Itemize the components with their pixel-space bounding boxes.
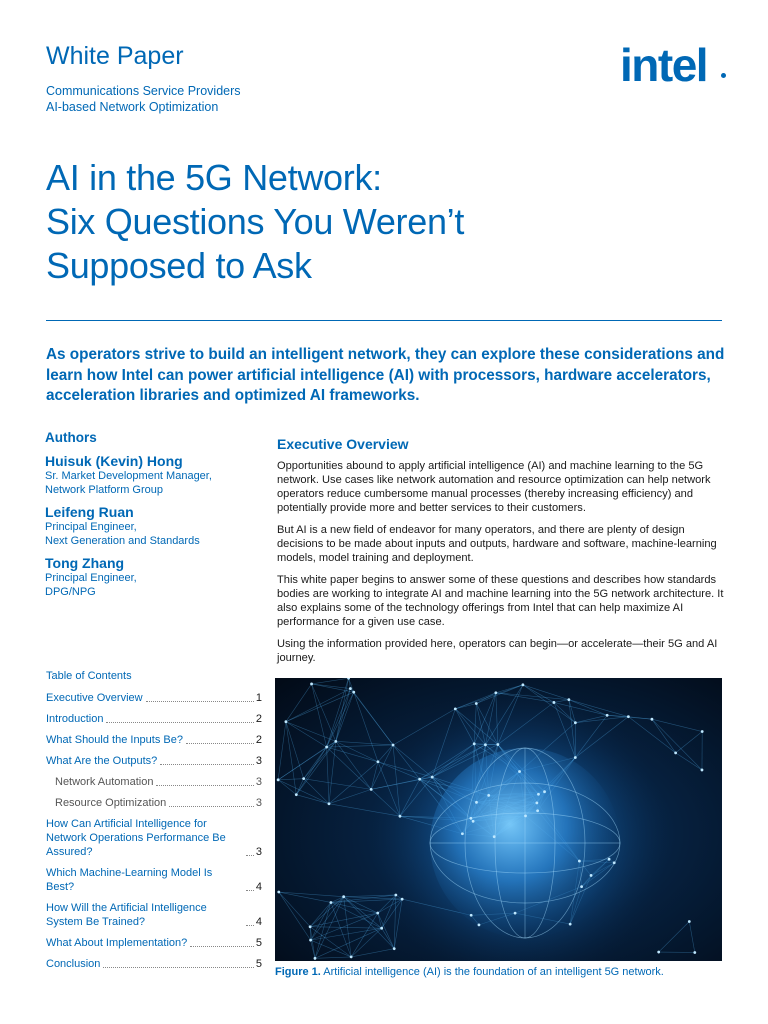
network-node bbox=[657, 951, 660, 954]
network-node bbox=[309, 939, 312, 942]
network-node bbox=[334, 740, 337, 743]
network-node bbox=[569, 923, 572, 926]
subcategory-tag: AI-based Network Optimization bbox=[46, 99, 219, 114]
network-link bbox=[329, 741, 336, 803]
network-node bbox=[537, 793, 540, 796]
network-node bbox=[580, 885, 583, 888]
network-node bbox=[325, 746, 328, 749]
toc-item-label: Which Machine-Learning Model Is Best? bbox=[46, 867, 213, 893]
author-role bbox=[45, 469, 260, 497]
author-role bbox=[45, 571, 260, 599]
network-link bbox=[278, 779, 304, 780]
network-node bbox=[350, 956, 353, 959]
network-link bbox=[304, 741, 336, 778]
figure-caption-text: Artificial intelligence (AI) is the foundation of an intelligent 5G network. bbox=[323, 966, 664, 978]
network-node bbox=[606, 714, 609, 717]
network-node bbox=[461, 832, 464, 835]
network-link bbox=[315, 902, 331, 958]
table-of-contents bbox=[46, 670, 262, 978]
author-name: Tong Zhang bbox=[45, 555, 125, 571]
network-node bbox=[472, 820, 475, 823]
network-node bbox=[470, 817, 473, 820]
network-node bbox=[674, 751, 677, 754]
toc-page-number: 5 bbox=[255, 937, 262, 949]
network-node bbox=[627, 715, 630, 718]
toc-link-resource-optimization[interactable] bbox=[46, 796, 262, 810]
author-entry bbox=[45, 453, 260, 497]
author-name: Leifeng Ruan bbox=[45, 504, 134, 520]
network-node bbox=[608, 858, 611, 861]
body-paragraph: Using the information provided here, operators can begin—or accelerate—their 5G and AI journey. bbox=[277, 638, 718, 664]
toc-title: Table of Contents bbox=[46, 670, 132, 682]
network-node bbox=[478, 923, 481, 926]
toc-leader bbox=[160, 764, 254, 765]
network-node bbox=[376, 912, 379, 915]
author-group: Network Platform Group bbox=[45, 484, 163, 496]
network-link bbox=[327, 689, 351, 747]
network-node bbox=[553, 701, 556, 704]
network-node bbox=[701, 730, 704, 733]
network-node bbox=[328, 802, 331, 805]
network-link bbox=[279, 892, 344, 897]
network-node bbox=[277, 778, 280, 781]
network-link bbox=[336, 741, 371, 789]
network-link bbox=[689, 921, 694, 952]
toc-page-number: 2 bbox=[255, 713, 262, 725]
toc-link-ml-model[interactable] bbox=[46, 866, 262, 894]
network-link bbox=[310, 927, 315, 959]
network-node bbox=[613, 861, 616, 864]
network-node bbox=[377, 760, 380, 763]
category-tags bbox=[46, 84, 241, 115]
section-heading: Executive Overview bbox=[277, 436, 409, 452]
toc-page-number: 4 bbox=[255, 916, 262, 928]
toc-leader bbox=[169, 806, 254, 807]
toc-leader bbox=[103, 967, 253, 968]
lead-paragraph: As operators strive to build an intelligent network, they can explore these considerations and learn how Intel can power artificial intelligence (AI) with processors, hardware accelerators, acceleration libraries and optimized AI frameworks. bbox=[46, 346, 725, 404]
toc-leader bbox=[190, 946, 254, 947]
network-node bbox=[518, 770, 521, 773]
network-link bbox=[331, 902, 351, 956]
network-node bbox=[574, 756, 577, 759]
network-node bbox=[494, 691, 497, 694]
network-link bbox=[312, 684, 327, 747]
author-role bbox=[45, 520, 260, 548]
network-node bbox=[524, 814, 527, 817]
toc-item-label: Introduction bbox=[46, 713, 104, 725]
network-node bbox=[392, 744, 395, 747]
body-paragraph: Opportunities abound to apply artificial intelligence (AI) and machine learning to the 5G network. Use cases like network automation and resource optimization can help network operators reduce cumbersome manual processes (thereby increasing efficiency) and potentially provide more and better services to their customers. bbox=[277, 460, 711, 514]
network-node bbox=[347, 678, 350, 680]
figure-caption bbox=[275, 966, 735, 978]
network-link bbox=[350, 689, 393, 745]
network-node bbox=[470, 914, 473, 917]
toc-link-performance-assured[interactable] bbox=[46, 817, 262, 859]
author-group: DPG/NPG bbox=[45, 586, 96, 598]
toc-leader bbox=[246, 855, 254, 856]
toc-page-number: 5 bbox=[255, 958, 262, 970]
network-node bbox=[701, 769, 704, 772]
author-title: Sr. Market Development Manager, bbox=[45, 470, 212, 482]
network-link bbox=[279, 892, 311, 940]
network-link bbox=[676, 753, 702, 770]
toc-page-number: 1 bbox=[255, 692, 262, 704]
network-node bbox=[574, 721, 577, 724]
network-link bbox=[628, 717, 652, 720]
toc-leader bbox=[156, 785, 253, 786]
body-paragraph: This white paper begins to answer some of these questions and describes how standards bodies are working to integrate AI and machine learning into the 5G network architecture. It also explains some of the technology offerings from Intel that can help maximize AI performance for a given use case. bbox=[277, 574, 724, 628]
network-globe-image bbox=[275, 678, 722, 961]
toc-leader bbox=[246, 890, 254, 891]
network-node bbox=[399, 815, 402, 818]
network-node bbox=[454, 707, 457, 710]
toc-page-number: 3 bbox=[255, 846, 262, 858]
document-type: White Paper bbox=[46, 42, 184, 70]
toc-leader bbox=[186, 743, 254, 744]
network-link bbox=[336, 692, 354, 741]
network-node bbox=[277, 891, 280, 894]
network-link bbox=[304, 779, 372, 790]
authors-heading: Authors bbox=[45, 430, 97, 445]
toc-link-training[interactable] bbox=[46, 901, 262, 929]
network-node bbox=[535, 801, 538, 804]
toc-item-label: What Are the Outputs? bbox=[46, 755, 158, 767]
network-link bbox=[286, 722, 336, 742]
network-node bbox=[380, 927, 383, 930]
network-link bbox=[354, 692, 378, 762]
network-link bbox=[327, 747, 329, 804]
title-line: AI in the 5G Network: bbox=[46, 157, 382, 198]
network-link bbox=[286, 722, 296, 795]
network-link bbox=[315, 957, 351, 958]
network-link bbox=[349, 678, 351, 688]
figure-label: Figure 1. bbox=[275, 966, 321, 978]
toc-page-number: 3 bbox=[255, 797, 262, 809]
network-node bbox=[314, 957, 317, 960]
toc-link-inputs[interactable] bbox=[46, 733, 262, 747]
toc-item-label: Resource Optimization bbox=[55, 797, 167, 809]
author-entry bbox=[45, 504, 260, 548]
network-link bbox=[331, 902, 378, 913]
network-node bbox=[536, 809, 539, 812]
toc-page-number: 3 bbox=[255, 776, 262, 788]
network-node bbox=[370, 788, 373, 791]
network-link bbox=[382, 928, 395, 948]
network-link bbox=[331, 902, 382, 928]
network-link bbox=[659, 921, 690, 952]
network-link bbox=[286, 722, 304, 779]
toc-link-conclusion[interactable] bbox=[46, 957, 262, 971]
network-link bbox=[336, 741, 393, 745]
toc-item-label: Conclusion bbox=[46, 958, 101, 970]
network-node bbox=[349, 687, 352, 690]
network-node bbox=[487, 794, 490, 797]
network-node bbox=[309, 925, 312, 928]
network-link bbox=[310, 927, 351, 957]
network-node bbox=[578, 860, 581, 863]
toc-item-label: How Can Artificial Intelligence for Network Operations Performance Be Assured? bbox=[46, 818, 226, 858]
toc-page-number: 3 bbox=[255, 755, 262, 767]
network-link bbox=[312, 678, 349, 684]
network-node bbox=[393, 947, 396, 950]
network-link bbox=[329, 789, 371, 803]
network-link bbox=[312, 684, 336, 741]
author-title: Principal Engineer, bbox=[45, 521, 137, 533]
network-link bbox=[278, 722, 286, 780]
category-tag: Communications Service Providers bbox=[46, 84, 241, 98]
network-node bbox=[496, 743, 499, 746]
body-paragraph: But AI is a new field of endeavor for many operators, and there are plenty of design decisions to be made about inputs and outputs, hardware and software, machine-learning models, model training and deployment. bbox=[277, 524, 717, 564]
network-node bbox=[567, 698, 570, 701]
title-line: Supposed to Ask bbox=[46, 245, 312, 286]
toc-link-network-automation[interactable] bbox=[46, 775, 262, 789]
intel-logo-dot bbox=[721, 73, 726, 78]
toc-item-label: Network Automation bbox=[55, 776, 154, 788]
toc-link-executive-overview[interactable] bbox=[46, 691, 262, 705]
toc-link-introduction[interactable] bbox=[46, 712, 262, 726]
network-node bbox=[342, 895, 345, 898]
network-link bbox=[371, 762, 378, 790]
network-node bbox=[394, 894, 397, 897]
network-node bbox=[493, 835, 496, 838]
network-node bbox=[352, 691, 355, 694]
network-link bbox=[378, 745, 393, 762]
network-node bbox=[651, 718, 654, 721]
network-node bbox=[302, 777, 305, 780]
network-node bbox=[401, 898, 404, 901]
network-link bbox=[676, 732, 703, 753]
network-node bbox=[543, 790, 546, 793]
toc-item-label: Executive Overview bbox=[46, 692, 143, 704]
network-node bbox=[484, 743, 487, 746]
author-group: Next Generation and Standards bbox=[45, 535, 200, 547]
network-link bbox=[327, 745, 393, 747]
title-divider bbox=[46, 320, 722, 321]
network-node bbox=[418, 778, 421, 781]
toc-item-label: How Will the Artificial Intelligence System Be Trained? bbox=[46, 902, 207, 928]
author-name: Huisuk (Kevin) Hong bbox=[45, 453, 183, 469]
toc-page-number: 2 bbox=[255, 734, 262, 746]
toc-item-label: What About Implementation? bbox=[46, 937, 188, 949]
network-link bbox=[286, 722, 327, 747]
network-link bbox=[351, 949, 394, 957]
network-node bbox=[590, 874, 593, 877]
network-node bbox=[521, 683, 524, 686]
network-node bbox=[514, 912, 517, 915]
toc-leader bbox=[106, 722, 253, 723]
toc-item-label: What Should the Inputs Be? bbox=[46, 734, 183, 746]
page-title bbox=[46, 156, 726, 288]
network-node bbox=[431, 776, 434, 779]
network-link bbox=[310, 897, 344, 927]
author-entry bbox=[45, 555, 260, 599]
network-node bbox=[295, 793, 298, 796]
toc-leader bbox=[146, 701, 254, 702]
author-title: Principal Engineer, bbox=[45, 572, 137, 584]
network-node bbox=[473, 742, 476, 745]
network-link bbox=[652, 719, 702, 770]
toc-page-number: 4 bbox=[255, 881, 262, 893]
toc-link-outputs[interactable] bbox=[46, 754, 262, 768]
network-node bbox=[310, 683, 313, 686]
network-node bbox=[330, 901, 333, 904]
network-globe-illustration bbox=[275, 678, 722, 961]
toc-link-implementation[interactable] bbox=[46, 936, 262, 950]
network-link bbox=[329, 762, 378, 804]
network-link bbox=[296, 747, 326, 795]
authors-section bbox=[45, 430, 260, 606]
network-node bbox=[475, 702, 478, 705]
network-node bbox=[285, 720, 288, 723]
network-node bbox=[693, 951, 696, 954]
intel-logo: intel bbox=[620, 39, 708, 91]
network-node bbox=[688, 920, 691, 923]
title-line: Six Questions You Weren’t bbox=[46, 201, 465, 242]
executive-overview-section bbox=[277, 436, 727, 673]
toc-leader bbox=[246, 925, 254, 926]
network-node bbox=[475, 801, 478, 804]
network-link bbox=[296, 741, 335, 794]
network-link bbox=[304, 747, 327, 779]
